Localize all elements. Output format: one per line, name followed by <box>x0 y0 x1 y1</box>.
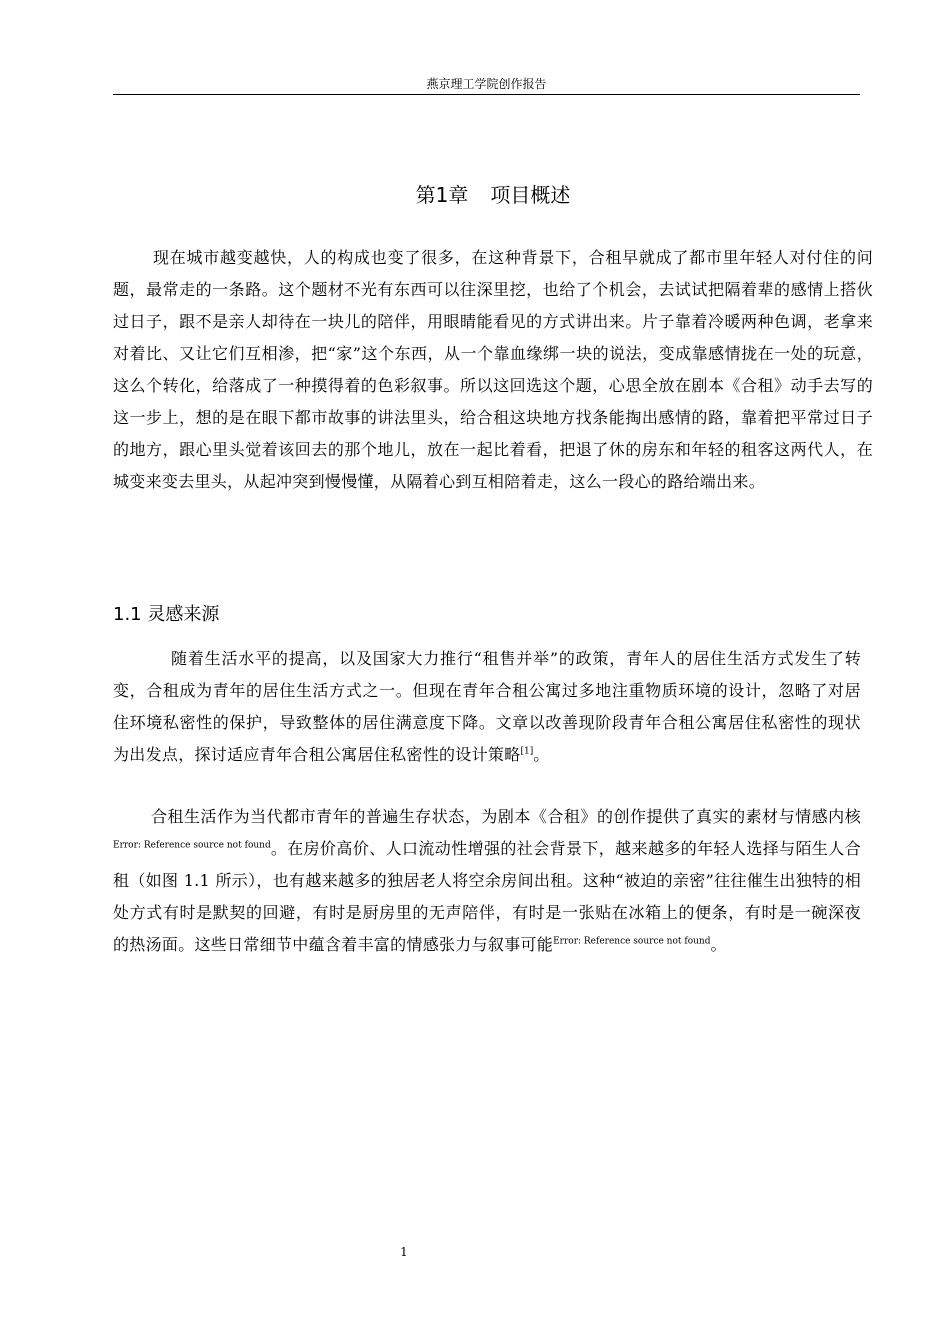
page-number: 1 <box>400 1245 408 1259</box>
chapter-name: 项目概述 <box>490 183 571 207</box>
running-header: 燕京理工学院创作报告 <box>426 77 547 91</box>
chapter-title <box>113 180 873 210</box>
citation-1[interactable]: [1] <box>520 746 534 757</box>
reference-error-2: Error: Reference source not found <box>553 936 711 947</box>
section-paragraph-2 <box>113 801 861 961</box>
section-paragraph-2-text-a: 合租生活作为当代都市青年的普遍生存状态，为剧本《合租》的创作提供了真实的素材与情感内核 <box>151 807 861 826</box>
chapter-number: 第1章 <box>415 183 469 207</box>
intro-paragraph: 现在城市越变越快，人的构成也变了很多，在这种背景下，合租早就成了都市里年轻人对付住的问题，最常走的一条路。这个题材不光有东西可以往深里挖，也给了个机会，去试试把隔着辈的感情上搭伙过日子，跟不是亲人却待在一块儿的陪伴，用眼睛能看见的方式讲出来。片子靠着冷暖两种色调，老拿来对着比、又让它们互相渗，把“家”这个东西，从一个靠血缘绑一块的说法，变成靠感情拢在一处的玩意，这么个转化，给落成了一种摸得着的色彩叙事。所以这回选这个题，心思全放在剧本《合租》动手去写的这一步上，想的是在眼下都市故事的讲法里头，给合租这块地方找条能掏出感情的路，靠着把平常过日子的地方，跟心里头觉着该回去的那个地儿，放在一起比着看，把退了休的房东和年轻的租客这两代人，在城变来变去里头，从起冲突到慢慢懂，从隔着心到互相陪着走，这么一段心的路给端出来。 <box>113 248 873 491</box>
section-paragraph-1-text: 随着生活水平的提高，以及国家大力推行“租售并举”的政策，青年人的居住生活方式发生了转变，合租成为青年的居住生活方式之一。但现在青年合租公寓过多地注重物质环境的设计，忽略了对居住环境私密性的保护，导致整体的居住满意度下降。文章以改善现阶段青年合租公寓居住私密性的现状为出发点，探讨适应青年合租公寓居住私密性的设计策略 <box>113 649 861 764</box>
header-rule <box>113 94 860 95</box>
reference-error-1: Error: Reference source not found <box>113 840 271 851</box>
section-paragraph-2-end: 。 <box>710 935 727 954</box>
section-paragraph-2-text-b: 。在房价高价、人口流动性增强的社会背景下，越来越多的年轻人选择与陌生人合租（如图 1.1 所示），也有越来越多的独居老人将空余房间出租。这种“被迫的亲密”往往催生出独特的相处方式有时是默契的回避，有时是厨房里的无声陪伴，有时是一张贴在冰箱上的便条，有时是一碗深夜的热汤面。这些日常细节中蕴含着丰富的情感张力与叙事可能 <box>113 839 861 954</box>
section-paragraph-1 <box>113 643 861 771</box>
section-paragraph-1-end: 。 <box>533 745 550 764</box>
section-title: 1.1 灵感来源 <box>113 604 220 625</box>
